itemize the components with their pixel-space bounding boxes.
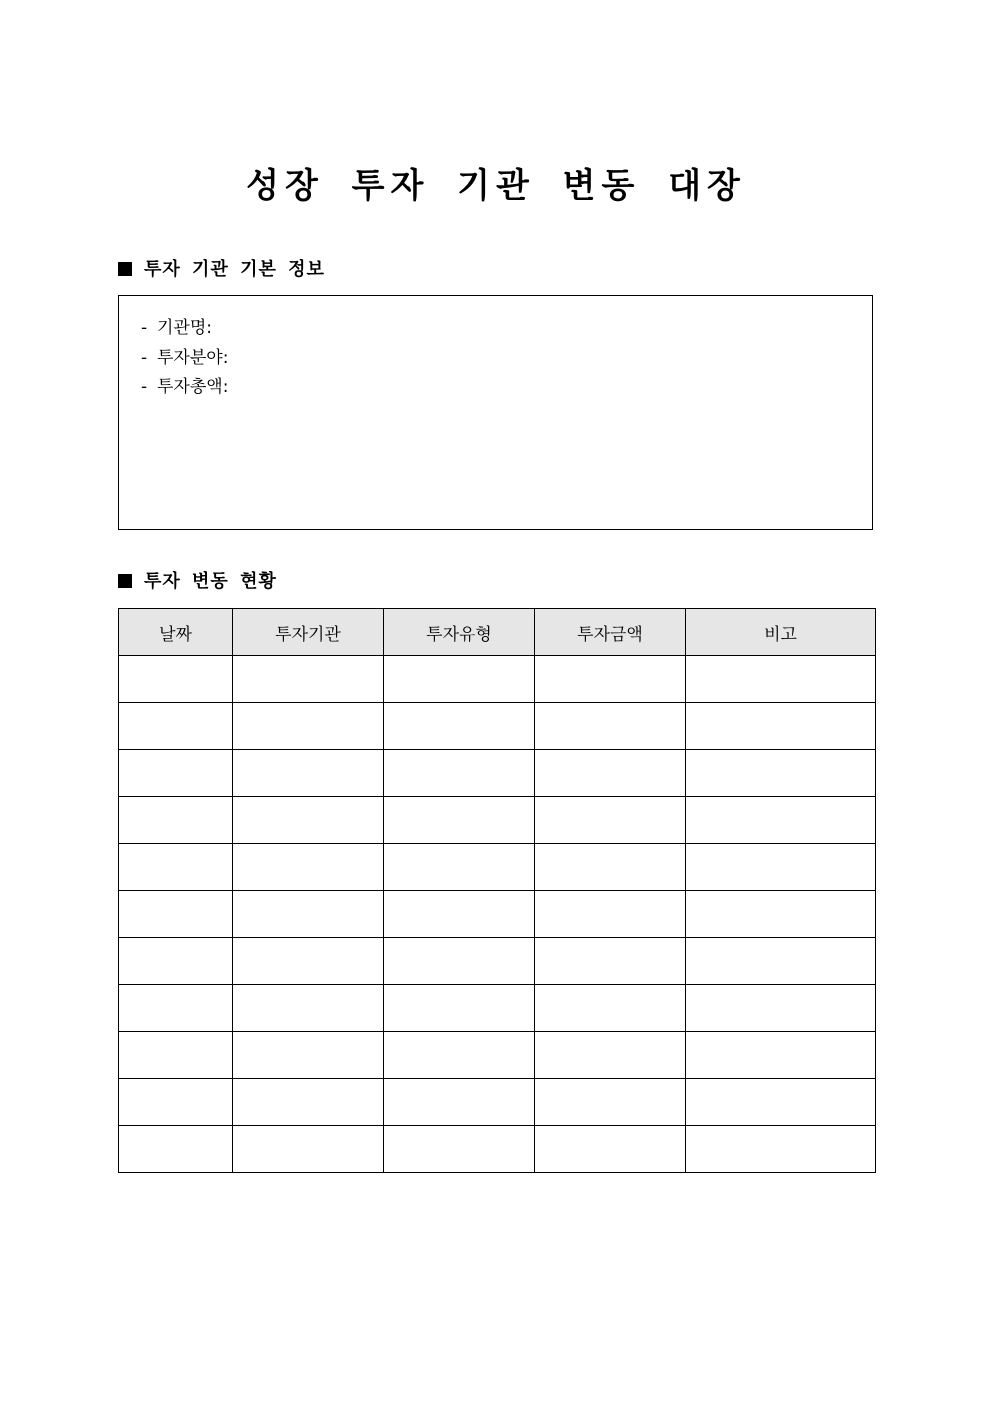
table-row [119, 703, 876, 750]
cell-date[interactable] [119, 797, 233, 844]
cell-institution[interactable] [233, 703, 384, 750]
section-heading-label: 투자 변동 현황 [144, 571, 277, 592]
info-label: 투자분야: [157, 347, 229, 368]
cell-institution[interactable] [233, 844, 384, 891]
cell-remarks[interactable] [686, 1032, 876, 1079]
cell-type[interactable] [384, 750, 535, 797]
cell-type[interactable] [384, 1032, 535, 1079]
dash-marker: - [141, 377, 148, 397]
cell-date[interactable] [119, 891, 233, 938]
cell-type[interactable] [384, 703, 535, 750]
cell-institution[interactable] [233, 1079, 384, 1126]
cell-type[interactable] [384, 891, 535, 938]
dash-marker: - [141, 318, 148, 338]
cell-type[interactable] [384, 656, 535, 703]
cell-date[interactable] [119, 1126, 233, 1173]
cell-amount[interactable] [535, 985, 686, 1032]
table-row [119, 985, 876, 1032]
cell-remarks[interactable] [686, 750, 876, 797]
table-row [119, 1032, 876, 1079]
cell-amount[interactable] [535, 703, 686, 750]
table-row [119, 1126, 876, 1173]
investment-change-table [118, 608, 876, 1173]
table-row [119, 1079, 876, 1126]
cell-remarks[interactable] [686, 656, 876, 703]
cell-date[interactable] [119, 938, 233, 985]
info-label: 기관명: [157, 318, 212, 338]
column-header-institution: 투자기관 [233, 609, 384, 656]
cell-institution[interactable] [233, 938, 384, 985]
cell-date[interactable] [119, 1079, 233, 1126]
table-row [119, 750, 876, 797]
cell-type[interactable] [384, 938, 535, 985]
cell-remarks[interactable] [686, 938, 876, 985]
info-line-total-investment [141, 373, 872, 403]
section-heading-label: 투자 기관 기본 정보 [144, 259, 325, 280]
cell-institution[interactable] [233, 656, 384, 703]
cell-institution[interactable] [233, 1032, 384, 1079]
info-label: 투자총액: [157, 377, 229, 397]
section-heading-basic-info [118, 257, 325, 283]
info-line-institution-name [141, 314, 872, 344]
dash-marker: - [141, 347, 148, 368]
square-bullet-icon [118, 574, 132, 588]
cell-amount[interactable] [535, 1079, 686, 1126]
table-header-row [119, 609, 876, 656]
cell-amount[interactable] [535, 797, 686, 844]
cell-remarks[interactable] [686, 985, 876, 1032]
table-row [119, 938, 876, 985]
cell-amount[interactable] [535, 938, 686, 985]
cell-type[interactable] [384, 1126, 535, 1173]
cell-institution[interactable] [233, 750, 384, 797]
cell-date[interactable] [119, 750, 233, 797]
square-bullet-icon [118, 262, 132, 276]
column-header-amount: 투자금액 [535, 609, 686, 656]
cell-remarks[interactable] [686, 1079, 876, 1126]
cell-date[interactable] [119, 844, 233, 891]
cell-institution[interactable] [233, 891, 384, 938]
table-row [119, 797, 876, 844]
cell-amount[interactable] [535, 656, 686, 703]
table-row [119, 844, 876, 891]
cell-institution[interactable] [233, 985, 384, 1032]
cell-amount[interactable] [535, 1032, 686, 1079]
cell-type[interactable] [384, 797, 535, 844]
cell-remarks[interactable] [686, 797, 876, 844]
cell-remarks[interactable] [686, 703, 876, 750]
table-body [119, 656, 876, 1173]
cell-date[interactable] [119, 1032, 233, 1079]
cell-amount[interactable] [535, 891, 686, 938]
cell-amount[interactable] [535, 750, 686, 797]
cell-remarks[interactable] [686, 1126, 876, 1173]
cell-amount[interactable] [535, 844, 686, 891]
table-row [119, 891, 876, 938]
cell-remarks[interactable] [686, 891, 876, 938]
column-header-type: 투자유형 [384, 609, 535, 656]
column-header-date: 날짜 [119, 609, 233, 656]
cell-date[interactable] [119, 703, 233, 750]
cell-date[interactable] [119, 656, 233, 703]
cell-type[interactable] [384, 844, 535, 891]
cell-institution[interactable] [233, 1126, 384, 1173]
cell-institution[interactable] [233, 797, 384, 844]
section-heading-investment-changes [118, 569, 277, 595]
cell-date[interactable] [119, 985, 233, 1032]
info-line-investment-field [141, 344, 872, 374]
cell-remarks[interactable] [686, 844, 876, 891]
column-header-remarks: 비고 [686, 609, 876, 656]
cell-type[interactable] [384, 1079, 535, 1126]
page-title: 성장 투자 기관 변동 대장 [246, 166, 746, 206]
cell-type[interactable] [384, 985, 535, 1032]
table-row [119, 656, 876, 703]
basic-info-box [118, 295, 873, 530]
cell-amount[interactable] [535, 1126, 686, 1173]
